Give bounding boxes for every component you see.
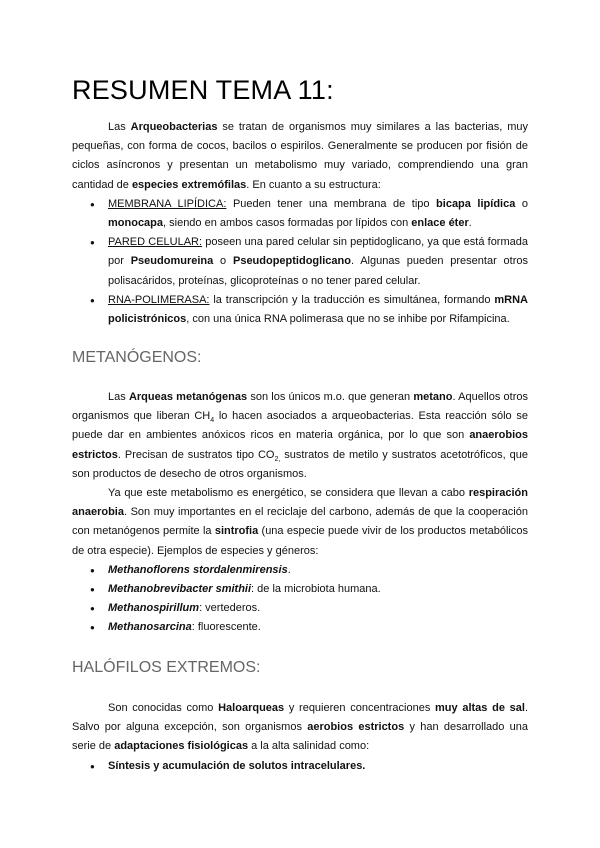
term: Síntesis y acumulación de solutos intracelulares. bbox=[108, 759, 366, 772]
list-item bbox=[72, 757, 528, 776]
term: mRNA policistrónicos bbox=[108, 293, 528, 326]
species-list bbox=[72, 561, 528, 638]
text: : fluorescente. bbox=[191, 621, 261, 634]
species-name: Methanospirillum bbox=[108, 602, 200, 615]
text: Las bbox=[108, 391, 129, 403]
subscript: 4 bbox=[210, 417, 215, 425]
text: poseen una pared celular sin peptidoglicano, ya que está formada por bbox=[108, 236, 528, 268]
text: : vertederos. bbox=[199, 602, 261, 615]
item-label: RNA-POLIMERASA: bbox=[108, 293, 210, 306]
term: sintrofia bbox=[214, 525, 259, 538]
text: , con una única RNA polimerasa que no se inhibe por Rifampicina. bbox=[186, 313, 510, 326]
term-especies-extremofilas: especies extremófilas bbox=[131, 178, 247, 191]
text: a la alta salinidad como: bbox=[248, 740, 370, 753]
text: . Salvo por alguna excepción, son organismos bbox=[72, 702, 528, 734]
text: . Precisan de sustratos tipo CO bbox=[117, 448, 275, 461]
section-heading-metanogenos: METANÓGENOS: bbox=[72, 349, 202, 366]
term: Haloarqueas bbox=[218, 702, 285, 714]
term: respiración anaerobia bbox=[72, 487, 528, 519]
metanogenos-paragraph-2 bbox=[72, 484, 528, 561]
term: muy altas de sal bbox=[435, 702, 525, 714]
term: Arqueas metanógenas bbox=[128, 391, 248, 403]
structure-list bbox=[72, 195, 528, 329]
text: Ya que este metabolismo es energético, se considera que llevan a cabo bbox=[108, 487, 469, 500]
list-item-rna bbox=[72, 291, 528, 329]
text: Las bbox=[108, 121, 131, 133]
text: . Son muy importantes en el reciclaje del carbono, además de que la cooperación con metanógenos permite la bbox=[72, 506, 528, 538]
species-name: Methanobrevibacter smithii bbox=[108, 583, 252, 596]
list-item bbox=[72, 599, 528, 618]
term: monocapa bbox=[108, 217, 164, 230]
species-name: Methanoflorens stordalenmirensis bbox=[108, 563, 288, 576]
species-name: Methanosarcina bbox=[108, 621, 192, 634]
text: se tratan de organismos muy similares a las bacterias, muy pequeñas, con forma de cocos, bacilos o espirilos. Generalmente se producen por fisión de ciclos asíncronos y presentan un metabolismo muy variado, comprendiendo una gran cantidad de bbox=[72, 121, 528, 191]
term: Pseudopeptidoglicano bbox=[232, 255, 351, 268]
term: metano bbox=[413, 391, 453, 403]
list-item-pared bbox=[72, 233, 528, 291]
text: y requieren concentraciones bbox=[284, 702, 436, 714]
subscript: 2, bbox=[274, 455, 281, 463]
text: . Algunas pueden presentar otros polisacáridos, proteínas, glicoproteínas o no tener pared celular. bbox=[108, 255, 528, 287]
list-item-membrana bbox=[72, 195, 528, 233]
text: lo hacen asociados a arqueobacterias. Esta reacción sólo se puede dar en ambientes anóxicos ricos en materia orgánica, por lo que son bbox=[72, 410, 528, 442]
page-title: RESUMEN TEMA 11: bbox=[72, 75, 334, 105]
term: aerobios estrictos bbox=[307, 721, 405, 734]
text: Son conocidas como bbox=[108, 702, 219, 714]
item-label: PARED CELULAR: bbox=[108, 236, 203, 249]
intro-section bbox=[72, 118, 528, 329]
halofilos-paragraph-1 bbox=[72, 699, 528, 757]
item-label: MEMBRANA LIPÍDICA: bbox=[108, 197, 227, 210]
term-arqueobacterias: Arqueobacterias bbox=[130, 121, 218, 133]
adaptations-list bbox=[72, 757, 528, 776]
text: . Aquellos otros organismos que liberan CH bbox=[72, 391, 529, 423]
section-heading-halofilos: HALÓFILOS EXTREMOS: bbox=[72, 659, 261, 676]
text: y han desarrollado una serie de bbox=[72, 721, 528, 753]
text: sustratos de metilo y sustratos acetotróficos, que son productos de desecho de otros organismos. bbox=[72, 448, 528, 480]
metanogenos-section bbox=[72, 388, 528, 638]
text: son los únicos m.o. que generan bbox=[247, 391, 414, 403]
text: la transcripción y la traducción es simultánea, formando bbox=[209, 293, 495, 306]
list-item bbox=[72, 580, 528, 599]
text: Pueden tener una membrana de tipo bbox=[226, 197, 437, 210]
text: o bbox=[213, 255, 233, 268]
list-item bbox=[72, 618, 528, 637]
term: anaerobios estrictos bbox=[72, 429, 528, 461]
metanogenos-paragraph-1 bbox=[72, 388, 528, 484]
text: (una especie puede vivir de los productos metabólicos de otra especie). Ejemplos de especies y géneros: bbox=[72, 525, 528, 557]
term: Pseudomureina bbox=[130, 255, 214, 268]
text: . En cuanto a su estructura: bbox=[246, 178, 381, 191]
intro-paragraph bbox=[72, 118, 528, 195]
term: enlace éter bbox=[411, 217, 469, 230]
text: , siendo en ambos casos formadas por lípidos con bbox=[163, 217, 412, 230]
term: bicapa lipídica bbox=[436, 197, 516, 210]
halofilos-section bbox=[72, 699, 528, 776]
text: . bbox=[287, 563, 291, 576]
text: : de la microbiota humana. bbox=[251, 583, 381, 596]
text: o bbox=[515, 197, 528, 210]
text: . bbox=[468, 217, 472, 230]
term: adaptaciones fisiológicas bbox=[114, 740, 249, 753]
list-item bbox=[72, 561, 528, 580]
